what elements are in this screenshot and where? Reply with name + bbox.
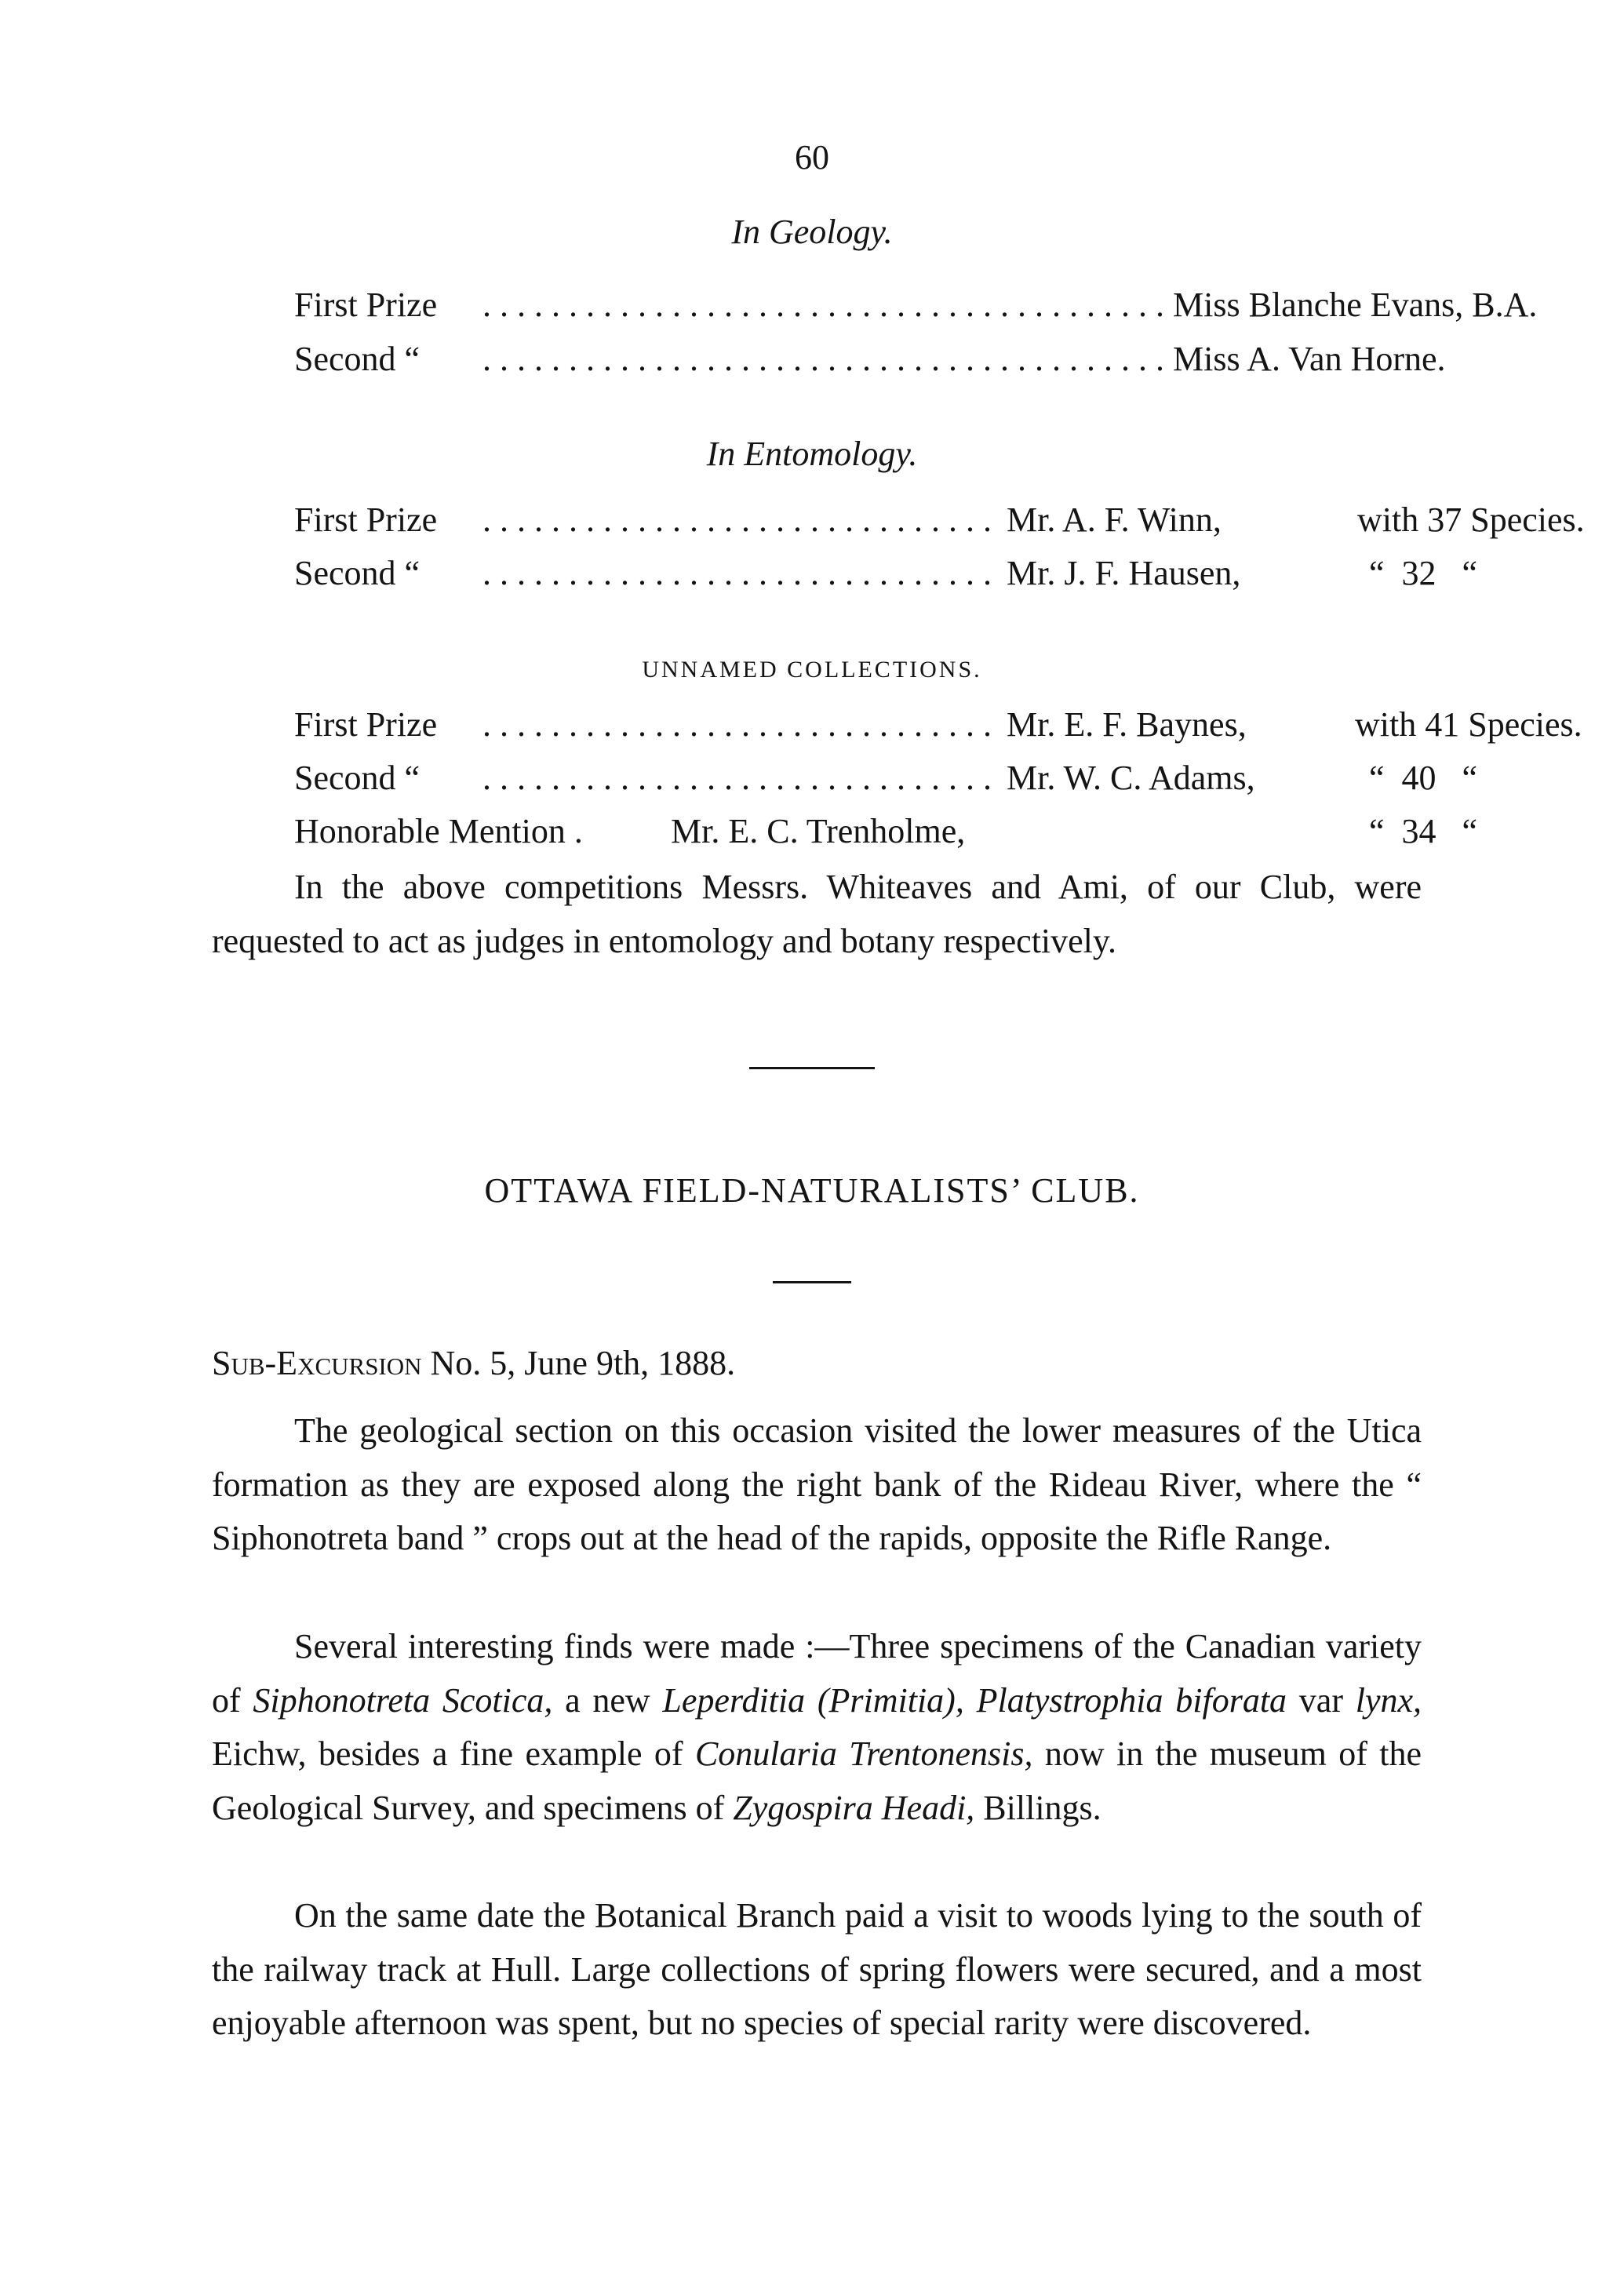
- species-name: Leperditia (Primitia),: [662, 1680, 964, 1720]
- prize-winner: Miss Blanche Evans, B.A.: [1173, 286, 1538, 324]
- club-title: OTTAWA FIELD-NATURALISTS’ CLUB.: [484, 1171, 1140, 1210]
- unnamed-collections-heading: UNNAMED COLLECTIONS.: [642, 657, 982, 683]
- prize-winner: Mr. E. F. Baynes,: [1007, 705, 1247, 744]
- entomology-row-second: [294, 553, 1478, 600]
- prize-label: Second “: [294, 554, 421, 592]
- divider-rule: [773, 1281, 851, 1283]
- species-name: Platystrophia biforata: [976, 1680, 1287, 1720]
- unnamed-row-second: [294, 758, 1478, 805]
- leader-dots: [482, 500, 1000, 540]
- leader-dots: [482, 339, 1165, 379]
- prize-winner: Mr. A. F. Winn,: [1007, 501, 1222, 539]
- prize-label: Honorable Mention .: [294, 812, 583, 850]
- unnamed-row-third: [294, 811, 1478, 858]
- geology-row-second: [294, 339, 1446, 386]
- text-run: Eichw, besides a fine example of: [212, 1735, 695, 1773]
- geology-heading: In Geology.: [731, 213, 893, 251]
- excursion-label: Sub-Excursion: [212, 1344, 422, 1382]
- prize-label: First Prize: [294, 705, 438, 744]
- unnamed-row-first: [294, 704, 1582, 752]
- prize-winner: Mr. J. F. Hausen,: [1007, 554, 1241, 592]
- text-run: [964, 1681, 977, 1720]
- text-run: Billings.: [974, 1788, 1101, 1827]
- leader-dots: [482, 553, 1000, 593]
- finds-paragraph: [212, 1620, 1422, 1835]
- excursion-date: No. 5, June 9th, 1888.: [430, 1344, 736, 1382]
- entomology-row-first: [294, 500, 1585, 547]
- text-run: a new: [552, 1680, 663, 1720]
- species-count: “ 40 “: [1369, 759, 1478, 797]
- species-name: Siphonotreta Scotica,: [253, 1680, 553, 1720]
- geology-row-first: [294, 285, 1538, 332]
- botanical-paragraph: On the same date the Botanical Branch paid a visit to woods lying to the south of the railway track at Hull. Large collections of spring flowers were secured, and a most enjoyable afternoon was spent, but no species of special rarity were discovered.: [212, 1896, 1422, 2042]
- prize-winner: Mr. E. C. Trenholme,: [671, 812, 966, 850]
- page-number: 60: [795, 138, 829, 177]
- leader-dots: [482, 758, 1000, 798]
- prize-label: Second “: [294, 759, 421, 797]
- species-count: “ 34 “: [1369, 812, 1478, 850]
- prize-label: Second “: [294, 340, 421, 378]
- text-run: now in the museum of the Geological Survey, and specimens of: [212, 1735, 1422, 1827]
- geology-paragraph: The geological section on this occasion visited the lower measures of the Utica formation as they are exposed along the right bank of the Rideau River, where the “ Siphonotreta band ” crops out at the head of the rapids, opposite the Rifle Range.: [212, 1411, 1422, 1557]
- prize-winner: Mr. W. C. Adams,: [1007, 759, 1255, 797]
- text-run: var: [1287, 1680, 1356, 1720]
- entomology-heading: In Entomology.: [706, 435, 918, 473]
- species-name: Conularia Trentonensis,: [694, 1735, 1033, 1773]
- species-name: Zygospira Headi,: [733, 1788, 975, 1827]
- prize-label: First Prize: [294, 501, 438, 539]
- species-count: with 41 Species.: [1355, 705, 1582, 744]
- prize-label: First Prize: [294, 286, 438, 324]
- excursion-heading: [212, 1343, 735, 1383]
- leader-dots: [482, 704, 1000, 744]
- text-run: Several interesting finds were made :—Three specimens of the Canadian variety of: [212, 1627, 1422, 1720]
- prize-winner: Miss A. Van Horne.: [1173, 340, 1446, 378]
- leader-dots: [482, 285, 1165, 325]
- species-count: with 37 Species.: [1357, 501, 1585, 539]
- species-count: “ 32 “: [1369, 554, 1478, 592]
- species-name: lynx,: [1355, 1680, 1422, 1720]
- divider-rule: [749, 1067, 875, 1069]
- judges-paragraph: In the above competitions Messrs. Whiteaves and Ami, of our Club, were requested to act as judges in entomology and botany respectively.: [212, 868, 1422, 960]
